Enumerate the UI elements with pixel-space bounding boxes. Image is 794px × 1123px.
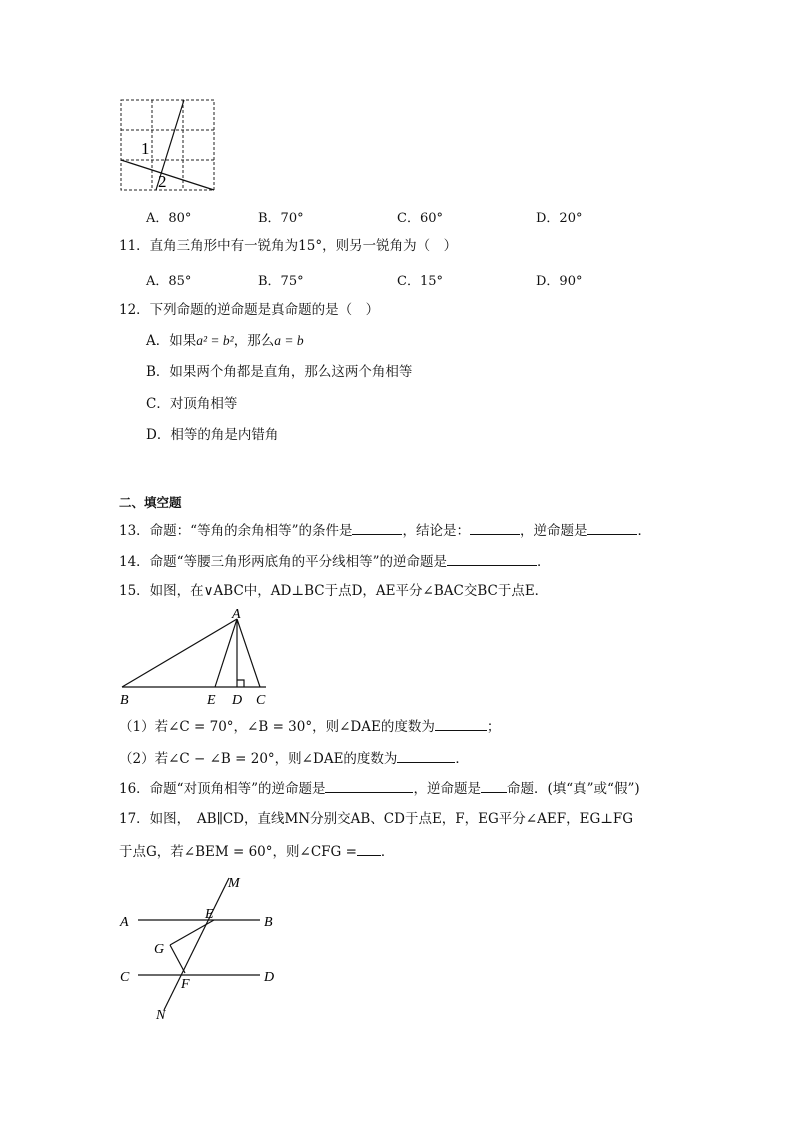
q12-option-a[interactable]	[146, 332, 304, 350]
label-m: M	[228, 876, 240, 891]
segment-eg	[170, 920, 214, 945]
q13-blank-converse[interactable]	[587, 521, 637, 535]
q11-option-d[interactable]: D．90°	[536, 274, 583, 289]
q10-grid-figure	[116, 96, 220, 194]
q16-text-1: 16．命题“对顶角相等”的逆命题是	[119, 781, 326, 797]
q12-option-c[interactable]: C．对顶角相等	[146, 396, 238, 412]
label-e: E	[205, 907, 214, 922]
q17-blank[interactable]	[357, 842, 381, 856]
label-b: B	[264, 915, 273, 930]
q11-option-b[interactable]: B．75°	[258, 274, 304, 289]
q12-stem: 12．下列命题的逆命题是真命题的是（ ）	[119, 302, 380, 318]
q17-text-1: 于点G，若∠BEM = 60°，则∠CFG =	[119, 844, 357, 860]
label-b: B	[120, 693, 129, 708]
q15-stem: 15．如图，在∨ABC中，AD⊥BC于点D，AE平分∠BAC交BC于点E．	[119, 583, 549, 599]
q17-line-1: 17．如图， AB∥CD，直线MN分别交AB、CD于点E，F，EG平分∠AEF，EG⊥FG	[119, 811, 634, 827]
q14-text-1: 14．命题“等腰三角形两底角的平分线相等”的逆命题是	[119, 554, 447, 570]
segment-ac	[237, 619, 260, 687]
q14-blank[interactable]	[447, 552, 537, 566]
label-f: F	[181, 977, 190, 992]
q16-blank-truth[interactable]	[481, 779, 507, 793]
q11-option-c[interactable]: C．15°	[397, 274, 443, 289]
q15-sub2	[119, 749, 469, 768]
right-angle-mark	[237, 680, 244, 687]
q16-text-3: 命题．(填“真”或“假”)	[506, 781, 640, 797]
q12-option-a-prefix: A．如果	[146, 333, 197, 349]
q16-blank-converse[interactable]	[325, 779, 413, 793]
q13-text-3: ，逆命题是	[519, 523, 588, 539]
q15-sub2-text-1: （2）若∠C − ∠B = 20°，则∠DAE的度数为	[119, 751, 398, 767]
q12-option-b[interactable]: B．如果两个角都是直角，那么这两个角相等	[146, 364, 413, 380]
q17-parallel-lines-figure	[114, 870, 286, 1022]
q13-line	[119, 521, 651, 540]
label-e: E	[207, 693, 216, 708]
segment-ab	[122, 619, 237, 687]
q15-sub1	[119, 717, 500, 736]
q12-option-a-mid: ，那么	[233, 333, 275, 349]
q13-text-2: ，结论是：	[402, 523, 470, 539]
q11-stem: 11．直角三角形中有一锐角为15°，则另一锐角为（ ）	[119, 238, 458, 254]
label-d: D	[264, 970, 275, 985]
label-a: A	[120, 915, 129, 930]
q13-text-4: ．	[637, 523, 651, 539]
segment-gf	[170, 945, 185, 973]
label-g: G	[154, 942, 165, 957]
q10-option-d[interactable]: D．20°	[536, 211, 583, 226]
q16-line	[119, 779, 640, 798]
angle-1-label: 1	[141, 139, 150, 158]
q17-text-2: ．	[380, 844, 395, 860]
q12-option-a-expr2: a = b	[274, 333, 304, 348]
q12-option-d[interactable]: D．相等的角是内错角	[146, 427, 279, 443]
label-a: A	[232, 607, 241, 622]
q15-sub2-text-2: ．	[455, 751, 469, 767]
label-c: C	[256, 693, 266, 708]
label-d: D	[232, 693, 243, 708]
q12-option-a-expr1: a² = b²	[196, 333, 234, 348]
label-n: N	[156, 1008, 166, 1022]
slanted-line	[121, 160, 214, 190]
q15-sub1-text-2: ；	[486, 719, 501, 735]
q17-line-2	[119, 842, 394, 861]
q13-blank-condition[interactable]	[352, 521, 402, 535]
q14-text-2: ．	[536, 554, 551, 570]
q10-option-a[interactable]: A．80°	[146, 211, 192, 226]
q15-sub1-blank[interactable]	[435, 717, 487, 731]
q14-line	[119, 552, 550, 571]
q15-triangle-figure	[114, 606, 274, 710]
label-c: C	[120, 970, 130, 985]
q15-sub1-text-1: （1）若∠C = 70°，∠B = 30°，则∠DAE的度数为	[119, 719, 435, 735]
q15-sub2-blank[interactable]	[397, 749, 455, 763]
section-title: 二、填空题	[119, 495, 182, 510]
segment-ae	[215, 619, 237, 687]
q13-text-1: 13．命题：“等角的余角相等”的条件是	[119, 523, 353, 539]
q10-option-b[interactable]: B．70°	[258, 211, 304, 226]
q13-blank-conclusion[interactable]	[470, 521, 520, 535]
q16-text-2: ，逆命题是	[413, 781, 481, 797]
q10-option-c[interactable]: C．60°	[397, 211, 443, 226]
q11-option-a[interactable]: A．85°	[146, 274, 192, 289]
dashed-grid	[121, 100, 214, 190]
line-mn	[164, 878, 229, 1010]
angle-2-label: 2	[158, 172, 167, 191]
